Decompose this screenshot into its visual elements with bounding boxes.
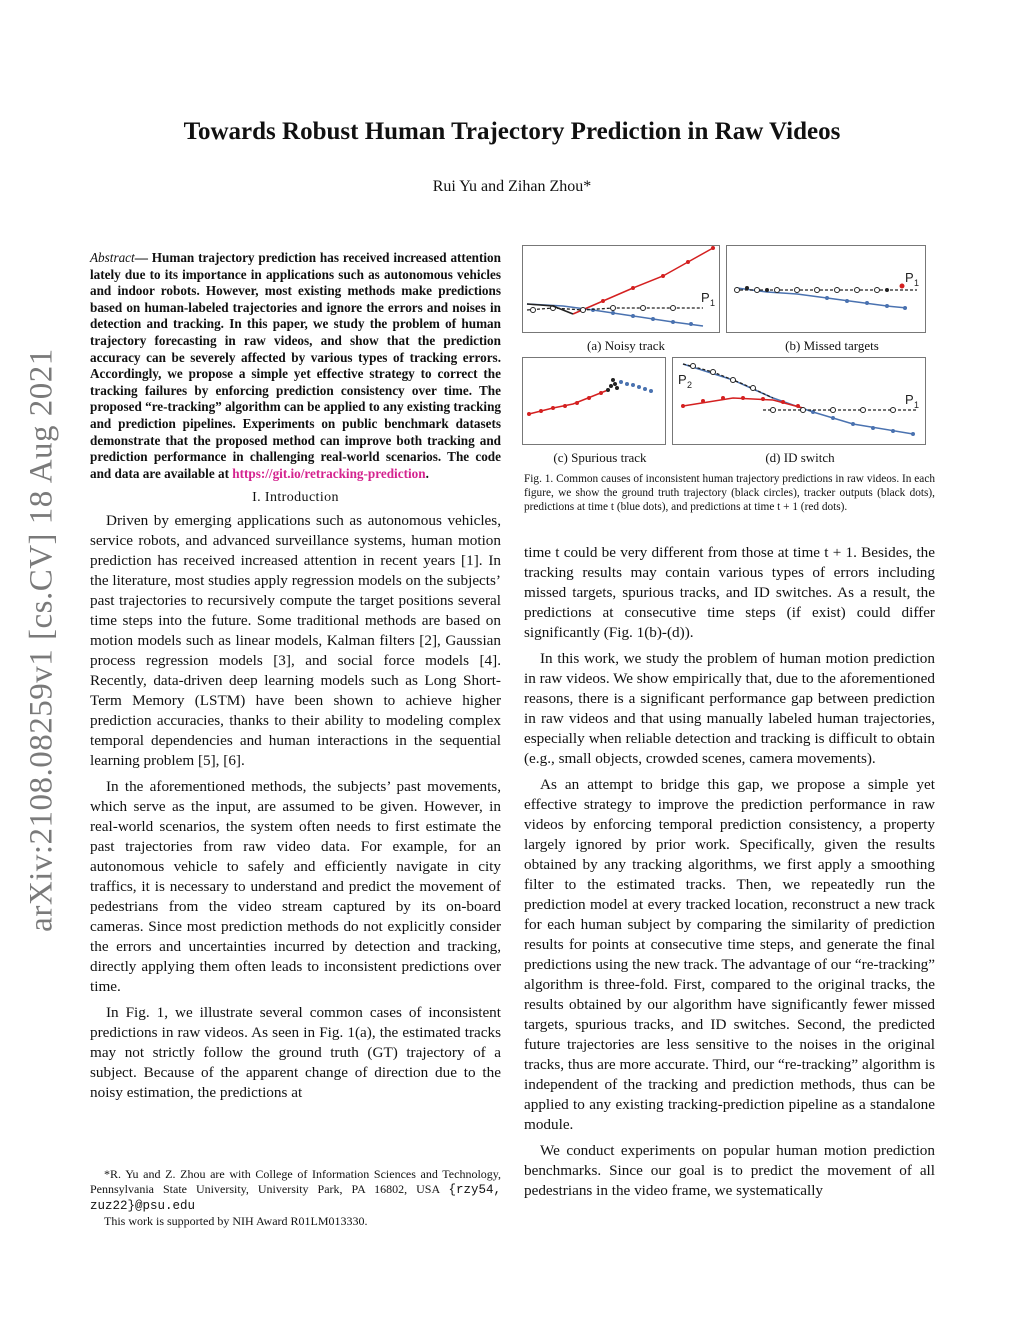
- svg-text:1: 1: [710, 298, 716, 308]
- right-paragraph-4: We conduct experiments on popular human motion prediction benchmarks. Since our goal is to predict the movement of all pedestrians in the video frame, we systematically: [524, 1142, 935, 1199]
- svg-text:1: 1: [914, 400, 920, 410]
- footnote-funding: This work is supported by NIH Award R01LM013330.: [104, 1214, 368, 1228]
- paper-title: Towards Robust Human Trajectory Prediction in Raw Videos: [183, 118, 841, 145]
- panel-b-missed-targets: [726, 245, 926, 333]
- paper-authors: Rui Yu and Zihan Zhou*: [432, 178, 592, 195]
- right-column: [524, 543, 935, 1207]
- footnote: [90, 1167, 501, 1229]
- svg-text:P: P: [701, 290, 710, 305]
- right-paragraph-3: As an attempt to bridge this gap, we propose a simple yet effective strategy to improve the prediction performance in raw videos by enforcing temporal prediction consistency, a property largely ignored by prior work. Specifically, given the results obtained by any tracking algorithms, we first apply a smoothing filter to the estimated tracks. Then, we repeatedly run the prediction model at every tracked location, reconstruct a new track for each human subject by comparing the similarity of prediction results for points at consecutive time steps, and generate the final predictions using the new track. The advantage of our “re-tracking” algorithm is three-fold. First, compared to the original tracks, the results obtained by our algorithm have significantly fewer missed targets, spurious tracks, and ID switches. Second, the predicted future trajectories are less sensitive to the noises in the original tracks, thus are more accurate. Third, our “re-tracking” algorithm is independent of the tracking and prediction methods, thus can be applied to any existing tracking-prediction pipeline as a standalone module.: [524, 776, 935, 1133]
- abstract: Abstract— Human trajectory prediction has received increased attention lately due to its importance in applications such as autonomous vehicles and indoor robots. However, most existing methods make predictions based on human-labeled trajectories and ignore the errors and noises in detection and tracking. In this paper, we study the problem of human trajectory forecasting in raw videos, and show that the prediction accuracy can be severely affected by various types of tracking errors. Accordingly, we propose a simple yet effective strategy to correct the tracking failures by enforcing prediction consistency over time. The proposed “re-tracking” algorithm can be applied to any existing tracking and prediction pipelines. Experiments on public benchmark datasets demonstrate that the proposed method can improve both tracking and prediction performance in challenging real-world scenarios. The code and data are available at https://git.io/retracking-prediction. I. Introduction Driven by emerging applications such as autonomous vehicles, service robots, and advanced surveillance systems, human motion prediction has received increased attention in recent years [1]. In the literature, most studies apply regression models on the subjects’ past trajectories to recursively compute the target positions several time steps into the future. Some traditional methods are based on motion models such as linear models, Kalman filters [2], Gaussian process regression models [3], and social force models [4]. Recently, data-driven deep learning models such as Long Short-Term Memory (LSTM) have been shown to achieve higher prediction accuracies, thanks to their ability to modeling complex temporal dependencies and human interactions in the sequential learning problem [5], [6]. In the aforementioned methods, the subjects’ past movements, which serve as the input, are assumed to be given. However, in real-world scenarios, the system often needs to first estimate the past trajectories from raw video data. For example, for an autonomous vehicle to safely and efficiently navigate in city traffics, it is necessary to understand and predict the movement of pedestrians from the video stream captured by its on-board cameras. Since most prediction methods do not explicitly consider the errors and uncertainties incurred by detection and tracking, directly applying them often leads to inconsistent predictions over time. In Fig. 1, we illustrate several common cases of inconsistent predictions in raw videos. As seen in Fig. 1(a), the estimated tracks may not strictly follow the ground truth (GT) trajectory of a subject. Because of the apparent change of direction due to the noisy estimation, the predictions at: [90, 250, 501, 1101]
- arxiv-identifier: arXiv:2108.08259v1 [cs.CV] 18 Aug 2021: [23, 348, 60, 932]
- svg-text:1: 1: [914, 278, 920, 288]
- section-heading: I. Introduction: [252, 490, 339, 506]
- panel-c-plot: [523, 358, 665, 444]
- figure-1: [520, 243, 936, 478]
- footnote-affiliation: *R. Yu and Z. Zhou are with College of Information Sciences and Technology, Pennsylvania State University, University Park, PA 16802, USA: [90, 1167, 501, 1196]
- intro-paragraph-3: In Fig. 1, we illustrate several common cases of inconsistent predictions in raw videos. As seen in Fig. 1(a), the estimated tracks may not strictly follow the ground truth (GT) trajectory of a subject. Because of the apparent change of direction due to the noisy estimation, the predictions at: [90, 1003, 501, 1101]
- panel-c-spurious-track: [522, 357, 666, 445]
- abstract-text: — Human trajectory prediction has received increased attention lately due to its importance in applications such as autonomous vehicles and indoor robots. However, most existing methods make predictions based on human-labeled trajectories and ignore the errors and noises in detection and tracking. In this paper, we study the problem of human trajectory forecasting in raw videos, and show that the prediction accuracy can be severely affected by various types of tracking errors. Accordingly, we propose a simple yet effective strategy to correct the tracking failures by enforcing prediction consistency over time. The proposed “re-tracking” algorithm can be applied to any existing tracking and prediction pipelines. Experiments on public benchmark datasets demonstrate that the proposed method can improve both tracking and prediction performance in challenging real-world scenarios. The code and data are available at: [90, 250, 501, 481]
- subcaption-c: (c) Spurious track: [553, 450, 647, 465]
- panel-b-plot: [727, 246, 925, 332]
- subcaption-d: (d) ID switch: [765, 450, 835, 465]
- footnote-email: {rzy54, zuz22}@psu.edu: [90, 1183, 501, 1213]
- code-link[interactable]: https://git.io/retracking-prediction: [232, 465, 426, 481]
- svg-text:P: P: [678, 372, 687, 387]
- abstract-lead: Abstract: [90, 250, 135, 265]
- svg-text:2: 2: [687, 380, 693, 390]
- panel-a-noisy-track: [522, 245, 720, 333]
- panel-d-plot: [673, 358, 925, 444]
- intro-paragraph-1: Driven by emerging applications such as autonomous vehicles, service robots, and advanced surveillance systems, human motion prediction has received increased attention in recent years [1]. In the literature, most studies apply regression models on the subjects’ past trajectories to recursively compute the target positions several time steps into the future. Some traditional methods are based on motion models such as linear models, Kalman filters [2], Gaussian process regression models [3], and social force models [4]. Recently, data-driven deep learning models such as Long Short-Term Memory (LSTM) have been shown to achieve higher prediction accuracies, thanks to their ability to modeling complex temporal dependencies and human interactions in the sequential learning problem [5], [6].: [90, 511, 501, 769]
- right-paragraph-1: time t could be very different from those at time t + 1. Besides, the tracking results may contain various types of errors including missed targets, spurious tracks, and ID switches. As a result, the predictions at consecutive time steps (if exist) could differ significantly (Fig. 1(b)-(d)).: [524, 544, 935, 641]
- panel-a-plot: [523, 246, 719, 332]
- svg-text:P: P: [905, 270, 914, 285]
- subcaption-b: (b) Missed targets: [785, 338, 879, 353]
- panel-d-id-switch: [672, 357, 926, 445]
- subcaption-a: (a) Noisy track: [587, 338, 665, 353]
- figure-caption: Fig. 1. Common causes of inconsistent human trajectory predictions in raw videos. In each figure, we show the ground truth trajectory (black circles), tracker outputs (black dots), predictions at time t (blue dots), and predictions at time t + 1 (red dots).: [524, 473, 935, 513]
- svg-text:P: P: [905, 392, 914, 407]
- intro-paragraph-2: In the aforementioned methods, the subjects’ past movements, which serve as the input, are assumed to be given. However, in real-world scenarios, the system often needs to first estimate the past trajectories from raw video data. For example, for an autonomous vehicle to safely and efficiently navigate in city traffics, it is necessary to understand and predict the movement of pedestrians from the video stream captured by its on-board cameras. Since most prediction methods do not explicitly consider the errors and uncertainties incurred by detection and tracking, directly applying them often leads to inconsistent predictions over time.: [90, 777, 501, 995]
- right-paragraph-2: In this work, we study the problem of human motion prediction in raw videos. We show empirically that, due to the aforementioned reasons, there is a significant performance gap between prediction in raw videos and that using manually labeled human trajectories, especially when reliable detection and tracking is difficult to obtain (e.g., small objects, crowded scenes, camera movements).: [524, 650, 935, 767]
